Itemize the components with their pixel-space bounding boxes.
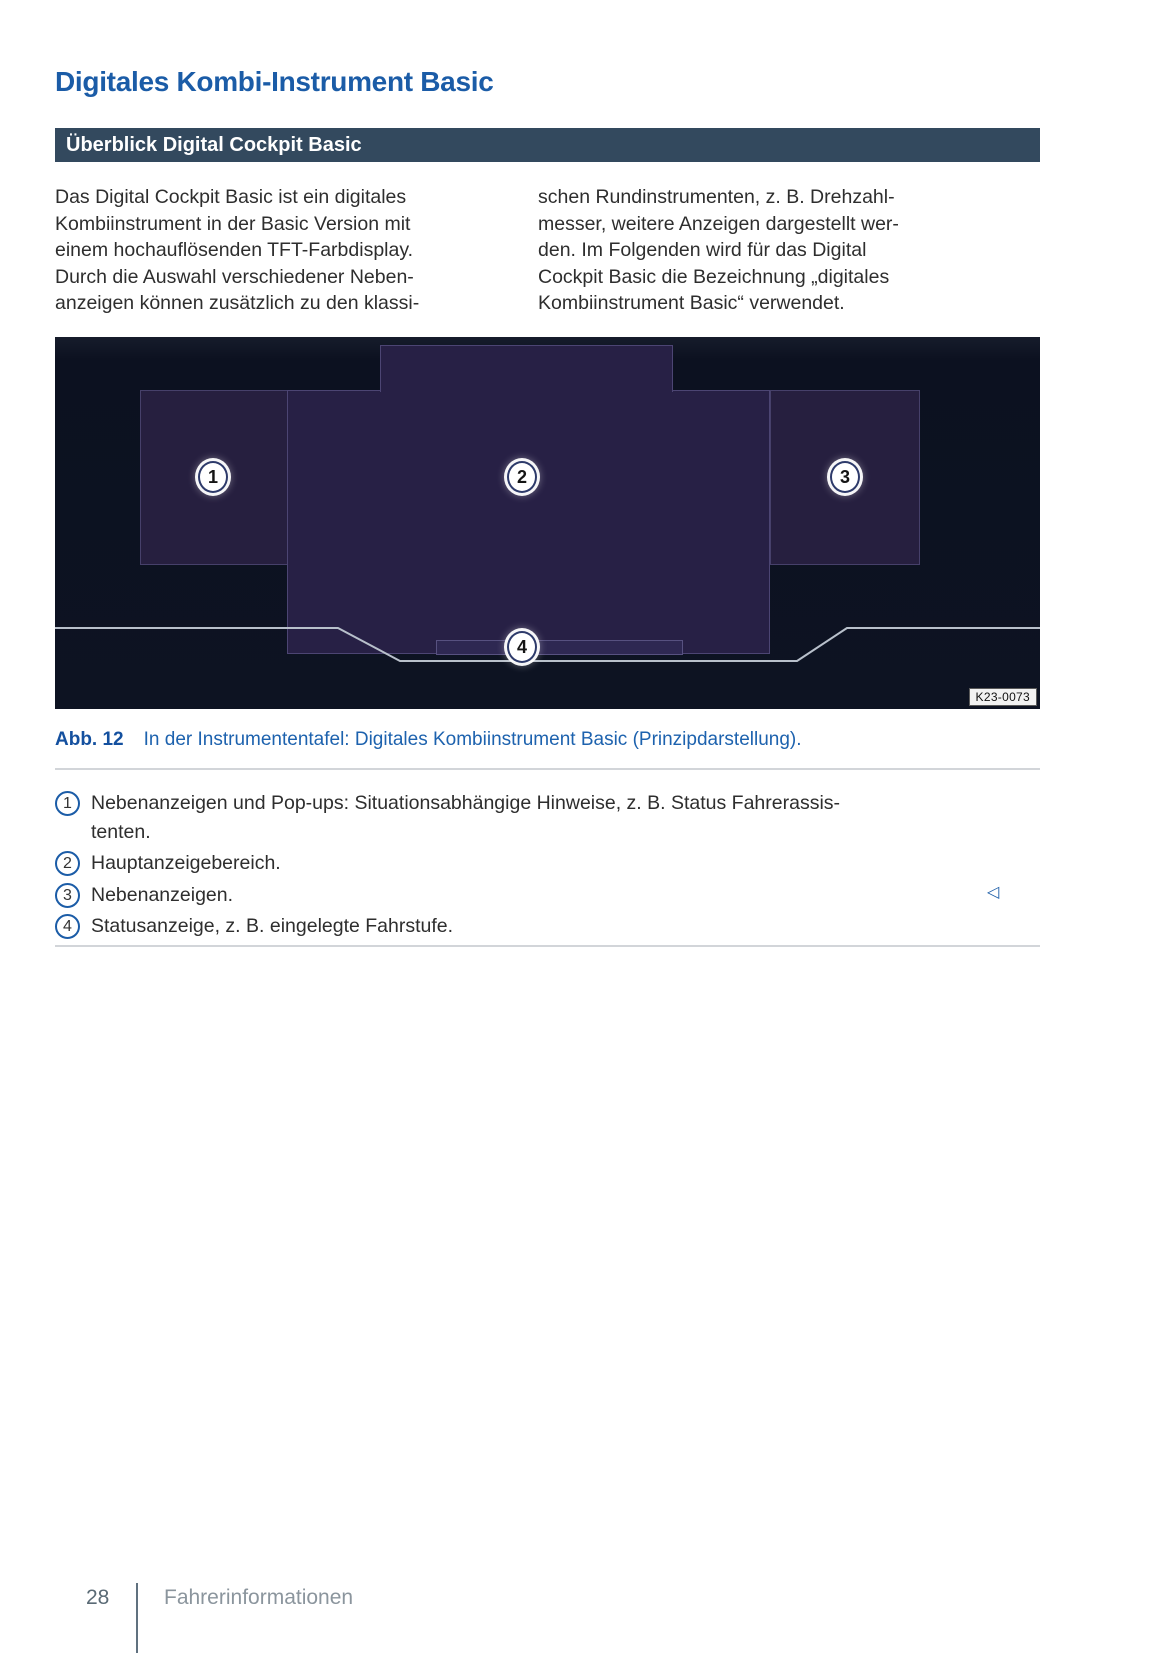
body-column-right: [538, 184, 1003, 317]
body-text-line: einem hochauflösenden TFT-Farbdisplay.: [55, 239, 414, 261]
legend-text-line: tenten.: [91, 821, 151, 843]
body-text-line: den. Im Folgenden wird für das Digital: [538, 239, 867, 261]
body-text-line: Kombiinstrument in der Basic Version mit: [55, 212, 411, 235]
figure-callout-3: 3: [830, 461, 860, 493]
body-text-line: Durch die Auswahl verschiedener Neben-: [55, 265, 414, 288]
figure-reference-code: K23-0073: [969, 688, 1037, 706]
body-column-left: [55, 184, 520, 317]
legend-number-badge: 4: [55, 914, 80, 939]
dashboard-contour-line: [55, 337, 1040, 709]
legend-number-badge: 2: [55, 851, 80, 876]
body-text-line: Cockpit Basic die Bezeichnung „digitales: [538, 265, 890, 288]
body-text-line: Kombiinstrument Basic“ verwendet.: [538, 292, 845, 314]
figure-callout-4: 4: [507, 631, 537, 663]
legend-number-badge: 1: [55, 791, 80, 816]
legend-item-4: [55, 912, 1040, 941]
body-text-line: Das Digital Cockpit Basic ist ein digitales: [55, 186, 407, 208]
legend-item-2: [55, 849, 1040, 878]
figure-caption: [55, 729, 802, 751]
legend-text-line: Statusanzeige, z. B. eingelegte Fahrstufe.: [91, 915, 454, 937]
divider-line: [55, 768, 1040, 770]
legend-text-line: Nebenanzeigen und Pop-ups: Situationsabhängige Hinweise, z. B. Status Fahrerassis-: [91, 792, 841, 814]
figure-callout-2: 2: [507, 461, 537, 493]
section-header-bar: [55, 128, 1040, 162]
legend-number-badge: 3: [55, 883, 80, 908]
section-header-label: Überblick Digital Cockpit Basic: [66, 134, 362, 156]
footer-divider-line: [136, 1583, 138, 1653]
body-text-line: messer, weitere Anzeigen dargestellt wer-: [538, 212, 899, 235]
legend-item-1: [55, 789, 1040, 847]
instrument-cluster-figure: [55, 337, 1040, 709]
figure-callout-1: 1: [198, 461, 228, 493]
figure-caption-text: In der Instrumententafel: Digitales Kombiinstrument Basic (Prinzipdarstellung).: [143, 729, 802, 750]
body-text-line: schen Rundinstrumenten, z. B. Drehzahl-: [538, 186, 895, 208]
footer-page-number: 28: [86, 1586, 110, 1609]
footer-section-title: Fahrerinformationen: [164, 1586, 354, 1609]
legend-text-line: Hauptanzeigebereich.: [91, 852, 281, 874]
page-title: Digitales Kombi-Instrument Basic: [55, 66, 494, 97]
divider-line: [55, 945, 1040, 947]
legend-text-line: Nebenanzeigen.: [91, 884, 234, 906]
legend-item-3: [55, 881, 1040, 910]
body-text-line: anzeigen können zusätzlich zu den klassi-: [55, 292, 420, 314]
figure-caption-number: Abb. 12: [55, 729, 124, 750]
back-reference-triangle-icon: ◁: [987, 884, 1000, 901]
